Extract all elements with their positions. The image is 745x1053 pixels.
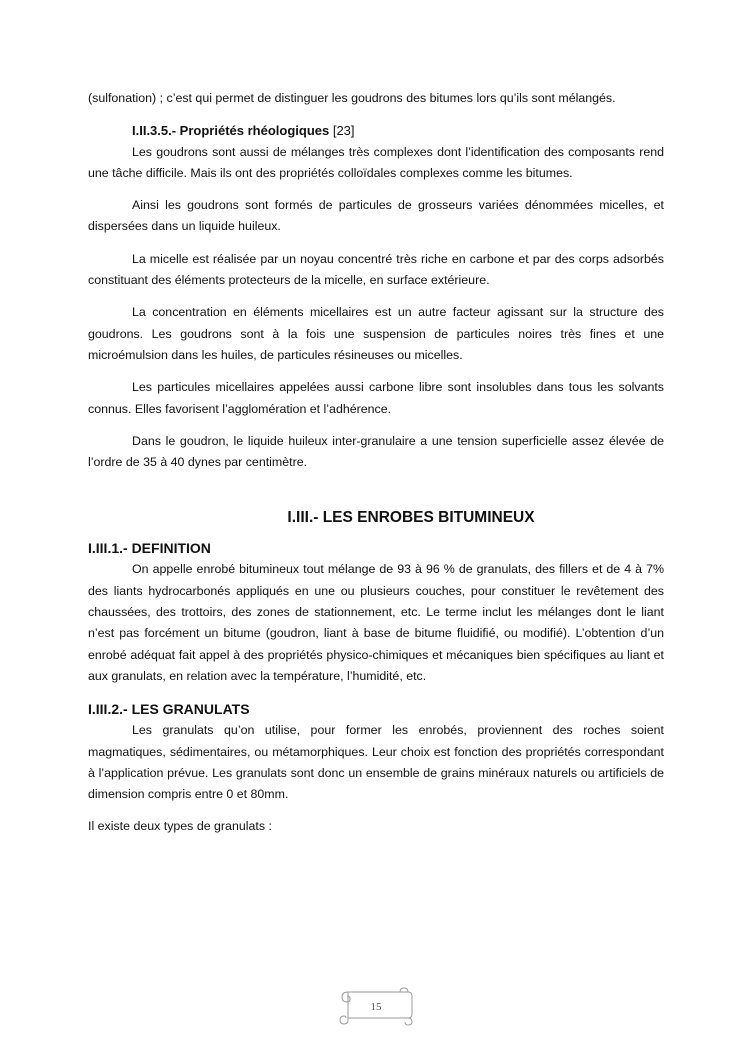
rheology-paragraph-2: Ainsi les goudrons sont formés de particules de grosseurs variées dénommées micelles, et dispersées dans un liquide huileux. [88, 198, 664, 234]
rheology-paragraph-1: Les goudrons sont aussi de mélanges très complexes dont l’identification des composants rend une tâche difficile. Mais ils ont des propriétés colloïdales complexes comme les bitumes. [88, 144, 664, 180]
rheology-heading [132, 120, 664, 141]
rheology-paragraph-3: La micelle est réalisée par un noyau concentré très riche en carbone et par des corps adsorbés constituant des éléments protecteurs de la micelle, en surface extérieure. [88, 251, 664, 288]
page-content [88, 88, 664, 838]
granulats-types-line: Il existe deux types de granulats : [88, 819, 272, 834]
definition-heading: I.III.1.- DEFINITION [88, 540, 211, 557]
rheology-heading-ref: [23] [332, 123, 355, 139]
rheology-paragraph-5: Les particules micellaires appelées aussi carbone libre sont insolubles dans tous les solvants connus. Elles favorisent l’agglomération et l’adhérence. [88, 380, 664, 416]
page-footer [336, 984, 416, 1026]
granulats-heading: I.III.2.- LES GRANULATS [88, 701, 250, 718]
granulats-paragraph: Les granulats qu’on utilise, pour former les enrobés, proviennent des roches soient magmatiques, sédimentaires, ou métamorphiques. Leur choix est fonction des propriétés correspondant à l’application prévue. Les granulats sont donc un ensemble de grains minéraux naturels ou artificiels de dimension compris entre 0 et 80mm. [88, 723, 664, 802]
rheology-paragraph-4: La concentration en éléments micellaires est un autre facteur agissant sur la structure des goudrons. Les goudrons sont à la fois une suspension de particules noires très fines et une microémulsion dans les huiles, de particules résineuses ou micelles. [88, 305, 664, 362]
rheology-heading-title: I.II.3.5.- Propriétés rhéologiques [132, 123, 330, 139]
rheology-paragraph-6: Dans le goudron, le liquide huileux inter-granulaire a une tension superficielle assez élevée de l’ordre de 35 à 40 dynes par centimètre. [88, 433, 664, 470]
page-number: 15 [370, 1001, 382, 1013]
section-title-enrobes: I.III.- LES ENROBES BITUMINEUX [287, 509, 535, 527]
definition-paragraph: On appelle enrobé bitumineux tout mélange de 93 à 96 % de granulats, des fillers et de 4 à 7% des liants hydrocarbonés appliqués en une ou plusieurs couches, pour constituer le revêtement des chaussées, des trottoirs, des zones de stationnement, etc. Le terme inclut les mélanges dont le liant n’est pas forcément un bitume (goudron, liant à base de bitume fluidifié, ou modifié). L’obtention d’un enrobé adéquat fait appel à des propriétés physico-chimiques et mécaniques bien spécifiques au liant et aux granulats, en relation avec la température, l’humidité, etc. [88, 562, 664, 683]
intro-paragraph: (sulfonation) ; c’est qui permet de distinguer les goudrons des bitumes lors qu’ils sont mélangés. [88, 91, 616, 105]
